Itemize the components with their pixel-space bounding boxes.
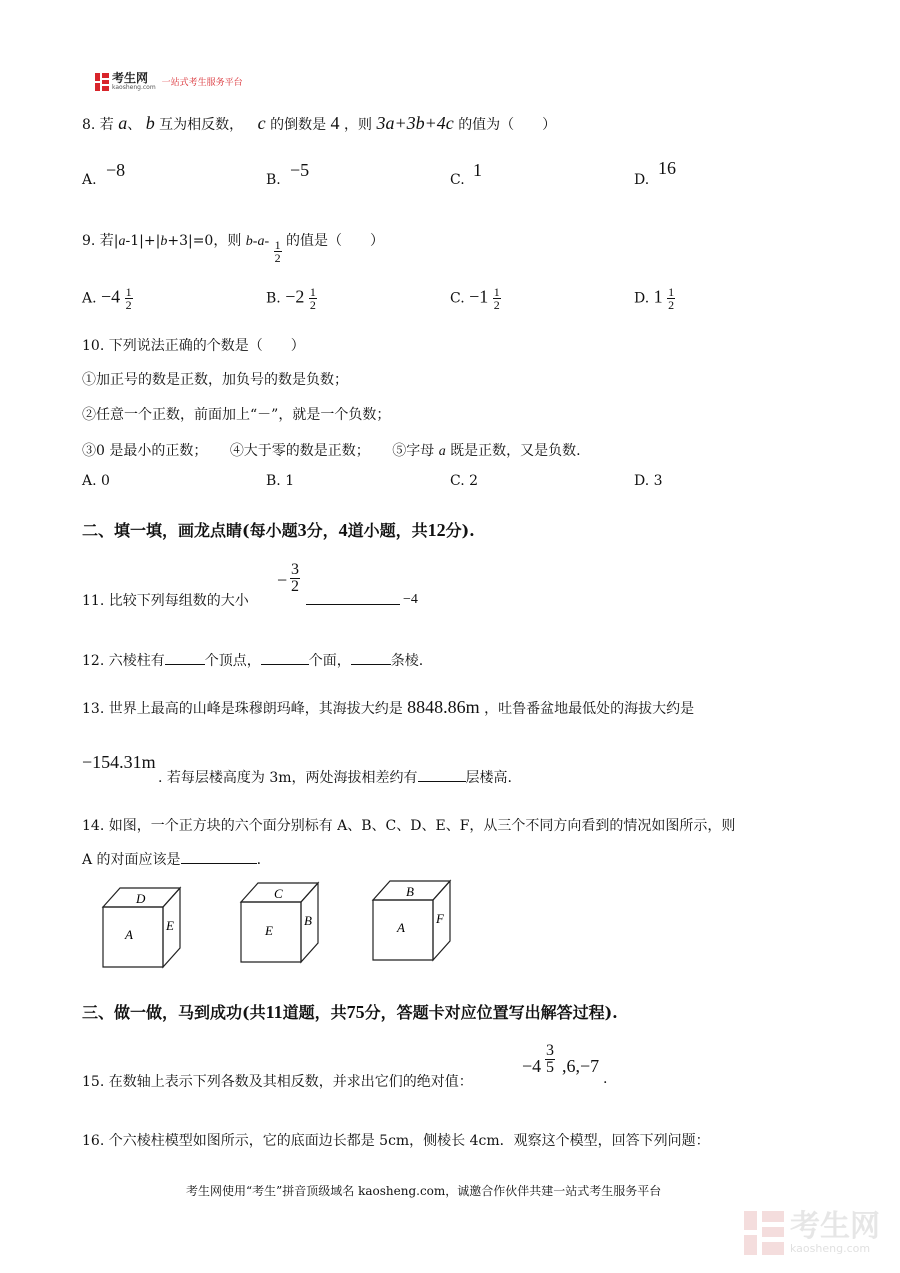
- question-16: 16. 个六棱柱模型如图所示，它的底面边长都是 5cm，侧棱长 4cm．观察这个模型，回答下列问题：: [82, 1133, 710, 1149]
- cube-1-side-label: E: [166, 918, 174, 933]
- q15-end: .: [603, 1071, 608, 1087]
- cube-2-top-label: C: [274, 886, 283, 901]
- q13-value-2: −154.31m: [82, 752, 156, 772]
- logo-slogan: 一站式考生服务平台: [161, 78, 243, 88]
- logo-icon: [95, 73, 109, 91]
- cube-view-3: [370, 878, 460, 963]
- question-12: 12. 六棱柱有 个顶点， 个面， 条棱.: [82, 653, 424, 669]
- option-label: A.: [82, 172, 97, 188]
- q8-var-c: c: [257, 113, 266, 133]
- q9-var-b: b: [160, 234, 168, 249]
- q10-option-c: C. 2: [450, 473, 479, 489]
- q8-option-b: [266, 172, 281, 188]
- q9-expr: b-a-: [245, 234, 270, 249]
- cube-1-front-label: A: [125, 927, 133, 942]
- watermark-brand: 考生网: [790, 1208, 880, 1244]
- q9-option-b: B. −2 $\frac{1}{2}$: [266, 285, 316, 312]
- q8-expression: 3a+3b+4c: [376, 113, 454, 133]
- q9-option-c: C. −1 $\frac{1}{2}$: [450, 285, 500, 312]
- cube-view-1: [100, 885, 190, 970]
- q8-sep: 、: [127, 117, 142, 133]
- cube-1-top-label: D: [136, 891, 146, 906]
- logo-brand: 考生网: [112, 71, 149, 85]
- question-13-line1: 13. 世界上最高的山峰是珠穆朗玛峰，其海拔大约是 8848.86m ，吐鲁番盆地最低处的海拔大约是: [82, 697, 695, 717]
- q11-value: −4: [403, 592, 418, 607]
- q10-option-b: B. 1: [266, 473, 295, 489]
- header-logo: [95, 72, 243, 91]
- q15-whole: −4: [522, 1056, 542, 1076]
- q8-prefix: 8. 若: [82, 117, 114, 133]
- q11-fraction: $\frac{3}{2}$: [291, 561, 299, 595]
- option-label: D.: [634, 172, 650, 188]
- q9-option-d: D. 1 $\frac{1}{2}$: [634, 285, 675, 312]
- q8-var-b: b: [145, 113, 155, 133]
- q9-option-a: A. −4 $\frac{1}{2}$: [82, 285, 132, 312]
- cube-2-front-label: E: [265, 923, 273, 938]
- q8-option-a-value: −8: [106, 160, 126, 180]
- q8-var-a: a: [118, 113, 128, 133]
- question-10: 10. 下列说法正确的个数是（ ）: [82, 338, 305, 354]
- logo-domain: kaosheng.com: [112, 84, 156, 91]
- q9-fraction: $\frac{1}{2}$: [274, 238, 281, 265]
- q8-suffix: 的值为（ ）: [458, 117, 557, 133]
- watermark-domain: kaosheng.com: [790, 1241, 871, 1255]
- q9-prefix: 9. 若|: [82, 233, 119, 249]
- q8-option-b-value: −5: [290, 160, 310, 180]
- q15-fraction: $\frac{3}{5}$: [546, 1042, 554, 1076]
- cube-view-2: [238, 880, 328, 965]
- q10-statement-1: ①加正号的数是正数，加负号的数是负数；: [82, 372, 348, 388]
- q11-blank: [306, 592, 400, 609]
- q10-option-a: A. 0: [82, 473, 110, 489]
- q15-rest: ,6,−7: [562, 1056, 600, 1076]
- cube-2-side-label: B: [304, 913, 312, 928]
- section-2-title: 二、填一填，画龙点睛(每小题3分，4道小题，共12分).: [82, 520, 475, 540]
- footer-text: 考生网使用“考生”拼音顶级域名 kaosheng.com，诚邀合作伙伴共建一站式考生服务平台: [186, 1184, 662, 1198]
- cube-3-front-label: A: [397, 920, 405, 935]
- cube-3-side-label: F: [436, 911, 444, 926]
- cube-3-top-label: B: [406, 884, 414, 899]
- question-13-line2: . 若每层楼高度为 3m，两处海拔相差约有 层楼高.: [158, 770, 512, 786]
- q8-option-c: [450, 172, 465, 188]
- q8-four: 4: [330, 113, 340, 133]
- q9-mid2: +3|=0，则: [167, 233, 242, 249]
- question-8: [82, 113, 556, 134]
- q11-minus: −: [277, 570, 288, 590]
- question-11: 11. 比较下列每组数的大小: [82, 593, 249, 609]
- q8-mid: 互为相反数，: [159, 117, 244, 133]
- question-14-line1: 14. 如图，一个正方块的六个面分别标有 A、B、C、D、E、F，从三个不同方向看到的情况如图所示，则: [82, 818, 736, 834]
- option-label: C.: [450, 172, 465, 188]
- section-3-title: 三、做一做，马到成功(共11道题，共75分，答题卡对应位置写出解答过程).: [82, 1002, 618, 1022]
- q9-mid: -1|+|: [125, 233, 161, 249]
- q8-option-c-value: 1: [473, 160, 482, 180]
- q10-option-d: D. 3: [634, 473, 663, 489]
- q8-option-a: [82, 172, 97, 188]
- q10-statement-2: ②任意一个正数，前面加上“－”，就是一个负数；: [82, 407, 391, 423]
- option-label: B.: [266, 172, 281, 188]
- q8-option-d-value: 16: [658, 158, 676, 178]
- watermark-logo-icon: [744, 1211, 784, 1255]
- question-14-line2: A 的对面应该是 .: [82, 852, 262, 868]
- question-9: [82, 230, 384, 264]
- q9-var-a: a: [118, 234, 126, 249]
- question-15: 15. 在数轴上表示下列各数及其相反数，并求出它们的绝对值：: [82, 1074, 473, 1090]
- q10-statement-3: ③0 是最小的正数； ④大于零的数是正数； ⑤字母 a 既是正数，又是负数.: [82, 443, 581, 459]
- q9-suffix: 的值是（ ）: [286, 233, 385, 249]
- q8-mid3: ，则: [343, 117, 372, 133]
- watermark: [744, 1208, 880, 1255]
- q8-option-d: [634, 172, 649, 188]
- q8-mid2: 的倒数是: [270, 117, 327, 133]
